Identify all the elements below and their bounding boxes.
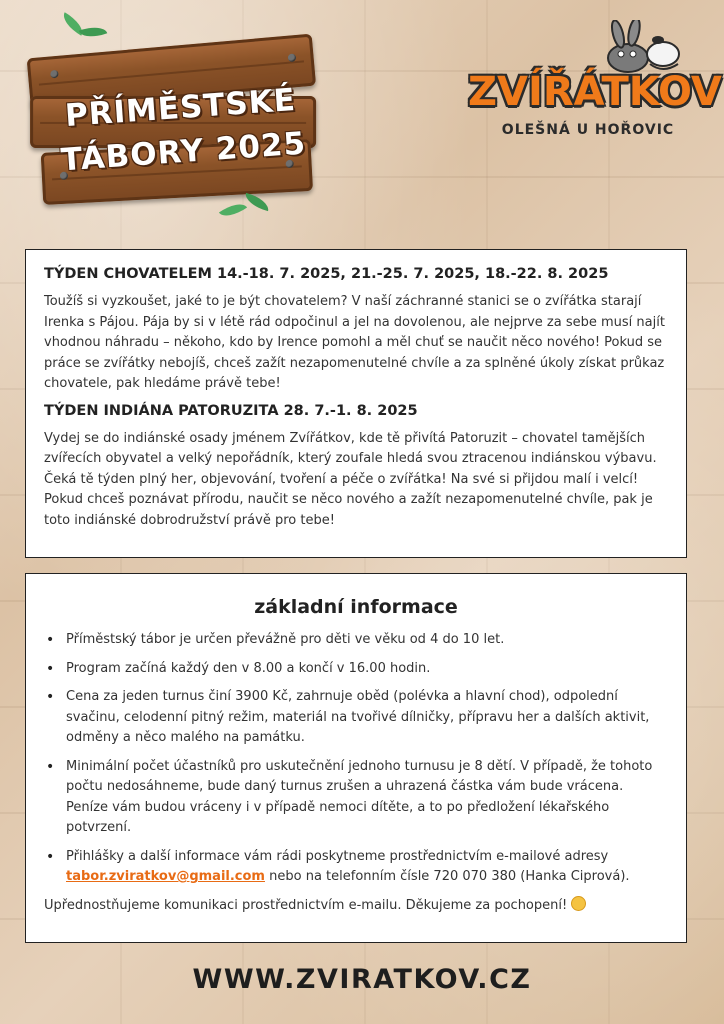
smiley-icon bbox=[571, 896, 586, 911]
email-preference-note bbox=[44, 896, 668, 916]
contact-prefix: Přihlášky a další informace vám rádi poskytneme prostřednictvím e-mailové adresy bbox=[66, 848, 609, 864]
week-description: Vydej se do indiánské osady jménem Zvířátkov, kde tě přivítá Patoruzit – chovatel tamějších zvířecích obyvatel a velký nepořádník, který zoufale hledá svou ztracenou indiánskou výbavu. Čeká tě týden plný her, objevování, tvoření a péče o zvířátka! Na své si přijdou malí i velcí! Pokud chceš poznávat přírodu, naučit se něco nového a zažít nezapomenutelné chvíle, pak je toto indiánské dobrodružství právě pro tebe! bbox=[44, 430, 657, 528]
basic-info-box bbox=[25, 573, 687, 943]
camp-title-sign bbox=[22, 28, 322, 210]
logo-place: OLEŠNÁ U HOŘOVIC bbox=[501, 122, 675, 138]
week-heading: TÝDEN INDIÁNA PATORUZITA 28. 7.-1. 8. 2025 bbox=[44, 402, 418, 419]
sign-title-line2: TÁBORY 2025 bbox=[59, 125, 308, 179]
website-url[interactable]: WWW.ZVIRATKOV.CZ bbox=[192, 964, 532, 995]
week-description: Toužíš si vyzkoušet, jaké to je být chovatelem? V naší záchranné stanici se o zvířátka starají Irenka s Pájou. Pája by si v létě rád odpočinul a jel na dovolenou, ale nejprve za sebe musí najít vhodnou náhradu – někoho, kdo by Irence pomohl a měl chuť se naučit něco nového! Pokud se práce se zvířátky nebojíš, chceš zažít nezapomenutelné chvíle a za splněné úkoly získat průkaz chovatele, pak hledáme právě tebe! bbox=[44, 294, 665, 391]
contact-email-link[interactable]: tabor.zviratkov@gmail.com bbox=[66, 869, 265, 884]
contact-suffix: nebo na telefonním čísle 720 070 380 (Hanka Ciprová). bbox=[269, 869, 630, 884]
contact-list-item bbox=[64, 847, 668, 888]
week-heading: TÝDEN CHOVATELEM 14.-18. 7. 2025, 21.-25. 7. 2025, 18.-22. 8. 2025 bbox=[44, 266, 609, 282]
list-item: • Minimální počet účastníků pro uskutečnění jednoho turnusu je 8 dětí. V případě, že tohoto počtu nedosáhneme, bude daný turnus zrušen a uhrazená částka vám bude vrácena. Peníze vám budou vráceny i v případě nemoci dítěte, a to po předložení lékařského potvrzení. bbox=[64, 757, 668, 839]
info-heading: základní informace bbox=[254, 596, 458, 618]
logo-name: ZVÍŘÁTKOV bbox=[468, 69, 722, 115]
list-item: • Příměstský tábor je určen převážně pro děti ve věku od 4 do 10 let. bbox=[64, 630, 668, 651]
camp-weeks-box bbox=[25, 249, 687, 558]
info-list bbox=[44, 630, 668, 888]
note-text: Upřednostňujeme komunikaci prostřednictvím e-mailu. Děkujeme za pochopení! bbox=[44, 897, 568, 913]
zviratkov-logo bbox=[468, 20, 722, 140]
sign-title-line1: PŘÍMĚSTSKÉ bbox=[63, 82, 298, 135]
list-item: • Cena za jeden turnus činí 3900 Kč, zahrnuje oběd (polévka a hlavní chod), odpolední svačinu, celodenní pitný režim, materiál na tvořivé dílničky, přípravu her a dalších aktivit, odměny a něco malého na památku. bbox=[64, 687, 668, 749]
list-item: • Program začíná každý den v 8.00 a končí v 16.00 hodin. bbox=[64, 659, 668, 680]
